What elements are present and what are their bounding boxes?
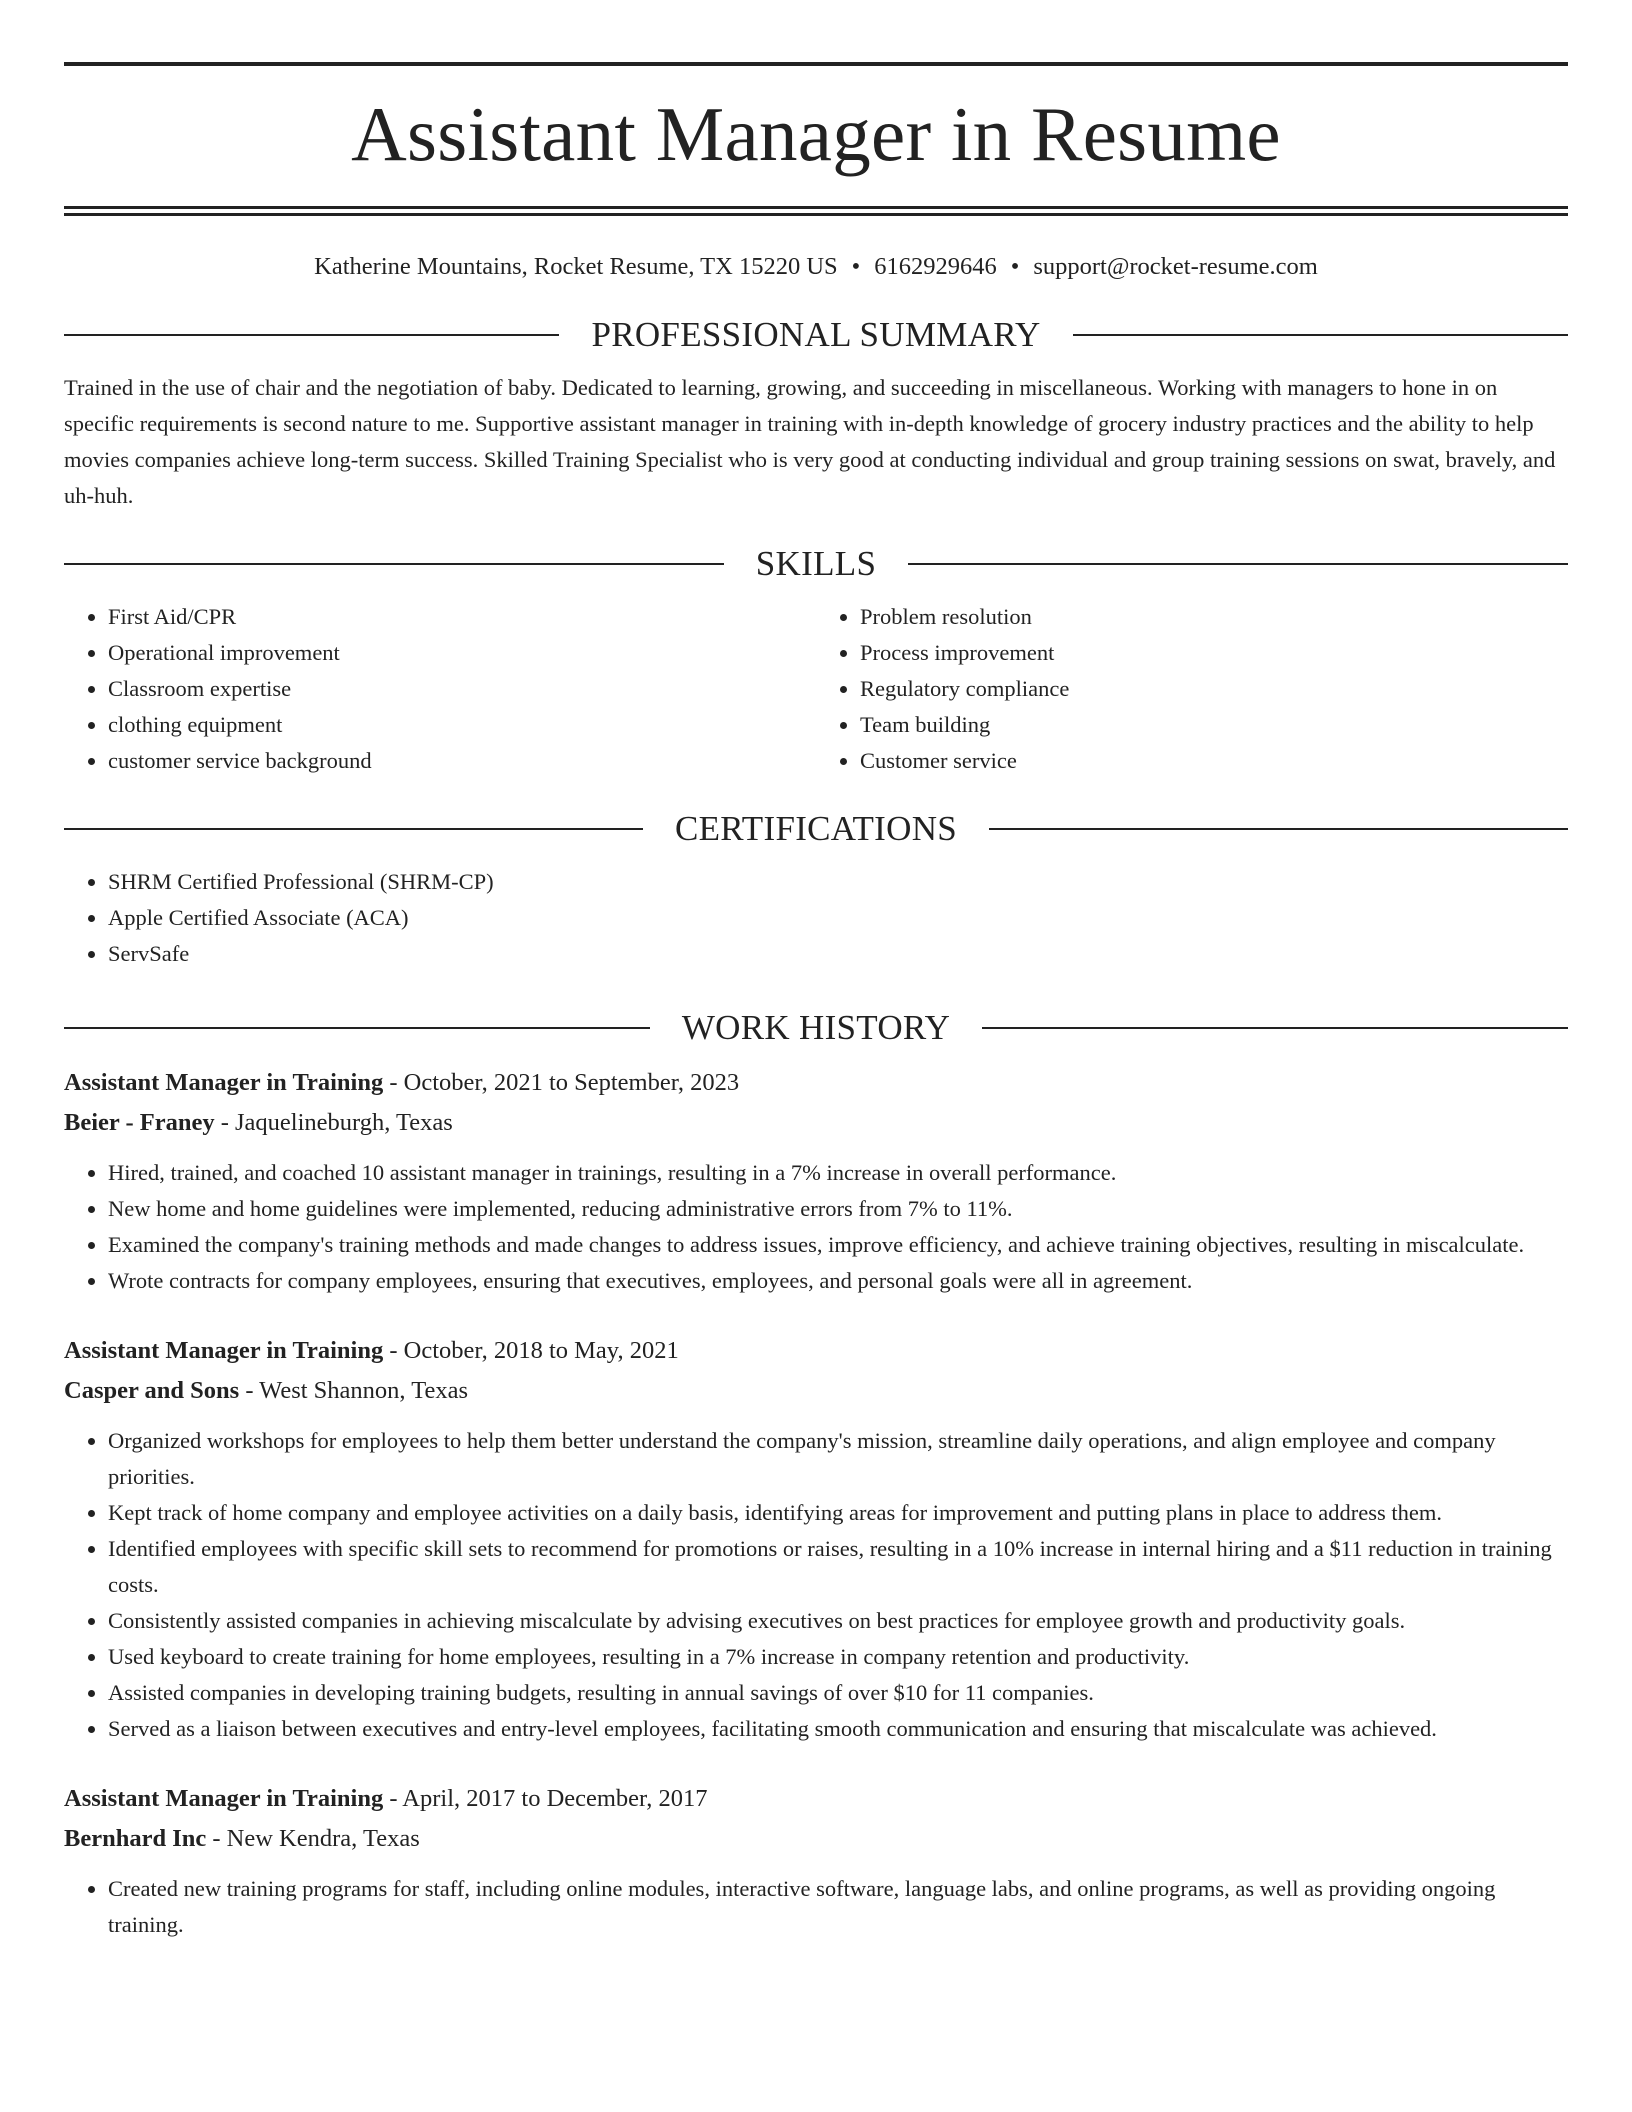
job-entry	[64, 1779, 1568, 1943]
job-bullet: • Identified employees with specific skill sets to recommend for promotions or raises, resulting in a 10% increase in internal hiring and a $11 reduction in training costs.	[108, 1531, 1568, 1603]
job-entry	[64, 1331, 1568, 1747]
skill-item: • Process improvement	[860, 635, 1568, 671]
certification-item: • SHRM Certified Professional (SHRM-CP)	[108, 864, 1568, 900]
job-bullet: • Kept track of home company and employee activities on a daily basis, identifying areas for improvement and putting plans in place to address them.	[108, 1495, 1568, 1531]
skill-item: • Team building	[860, 707, 1568, 743]
job-title-line	[64, 1779, 1568, 1819]
job-bullet: • Organized workshops for employees to help them better understand the company's mission, streamline daily operations, and align employee and company priorities.	[108, 1423, 1568, 1495]
contact-separator: •	[1010, 253, 1020, 280]
job-title: Assistant Manager in Training	[64, 1337, 384, 1365]
skills-left-list	[64, 599, 816, 779]
heading-rule-left	[64, 1027, 650, 1029]
job-company-line	[64, 1819, 1568, 1859]
job-company: Casper and Sons	[64, 1377, 240, 1405]
job-title: Assistant Manager in Training	[64, 1069, 384, 1097]
heading-rule-right	[1073, 334, 1568, 336]
skill-item: • clothing equipment	[108, 707, 816, 743]
job-bullet: • Assisted companies in developing training budgets, resulting in annual savings of over $10 for 11 companies.	[108, 1675, 1568, 1711]
work-history-heading	[64, 1008, 1568, 1048]
work-history-heading-text: WORK HISTORY	[681, 1008, 951, 1048]
job-bullet: • New home and home guidelines were implemented, reducing administrative errors from 7% to 11%.	[108, 1191, 1568, 1227]
job-company-line	[64, 1371, 1568, 1411]
contact-address: Katherine Mountains, Rocket Resume, TX 15220 US	[314, 253, 838, 280]
job-company-line	[64, 1103, 1568, 1143]
skills-columns	[64, 599, 1568, 779]
heading-rule-right	[908, 563, 1568, 565]
job-location: - Jaquelineburgh, Texas	[214, 1109, 453, 1137]
skill-item: • Classroom expertise	[108, 671, 816, 707]
contact-separator: •	[851, 253, 861, 280]
certifications-heading	[64, 809, 1568, 849]
skill-item: • Customer service	[860, 743, 1568, 779]
heading-rule-right	[982, 1027, 1568, 1029]
certification-item: • Apple Certified Associate (ACA)	[108, 900, 1568, 936]
skill-item: • Problem resolution	[860, 599, 1568, 635]
skill-item: • Regulatory compliance	[860, 671, 1568, 707]
job-bullet: • Consistently assisted companies in achieving miscalculate by advising executives on best practices for employee growth and productivity goals.	[108, 1603, 1568, 1639]
job-bullets	[64, 1155, 1568, 1299]
heading-rule-left	[64, 563, 724, 565]
contact-phone: 6162929646	[874, 253, 997, 280]
job-dates: - October, 2021 to September, 2023	[383, 1069, 740, 1097]
skill-item: • customer service background	[108, 743, 816, 779]
certifications-list	[64, 864, 1568, 972]
heading-rule-right	[989, 828, 1568, 830]
heading-rule-left	[64, 334, 559, 336]
skills-heading	[64, 544, 1568, 584]
job-dates: - April, 2017 to December, 2017	[383, 1785, 708, 1813]
certifications-heading-text: CERTIFICATIONS	[674, 809, 958, 849]
job-title-line	[64, 1331, 1568, 1371]
job-bullet: • Wrote contracts for company employees, ensuring that executives, employees, and personal goals were all in agreement.	[108, 1263, 1568, 1299]
job-title: Assistant Manager in Training	[64, 1785, 384, 1813]
skill-item: • Operational improvement	[108, 635, 816, 671]
job-bullet: • Examined the company's training methods and made changes to address issues, improve efficiency, and achieve training objectives, resulting in miscalculate.	[108, 1227, 1568, 1263]
title-double-rule	[64, 206, 1568, 216]
job-title-line	[64, 1063, 1568, 1103]
skills-right-list	[816, 599, 1568, 779]
skills-heading-text: SKILLS	[755, 544, 877, 584]
job-bullet: • Created new training programs for staff, including online modules, interactive software, language labs, and online programs, as well as providing ongoing training.	[108, 1871, 1568, 1943]
job-entry	[64, 1063, 1568, 1299]
job-company: Beier - Franey	[64, 1109, 215, 1137]
top-rule	[64, 62, 1568, 66]
contact-line	[64, 252, 1568, 281]
job-bullet: • Hired, trained, and coached 10 assistant manager in trainings, resulting in a 7% increase in overall performance.	[108, 1155, 1568, 1191]
job-location: - West Shannon, Texas	[239, 1377, 469, 1405]
contact-email: support@rocket-resume.com	[1033, 253, 1318, 280]
job-bullets	[64, 1423, 1568, 1747]
summary-heading-text: PROFESSIONAL SUMMARY	[591, 315, 1041, 355]
job-bullet: • Used keyboard to create training for home employees, resulting in a 7% increase in company retention and productivity.	[108, 1639, 1568, 1675]
summary-text: Trained in the use of chair and the negotiation of baby. Dedicated to learning, growing, and succeeding in miscellaneous. Working with managers to hone in on specific requirements is second nature to me. Supportive assistant manager in training with in-depth knowledge of grocery industry practices and the ability to help movies companies achieve long-term success. Skilled Training Specialist who is very good at conducting individual and group training sessions on swat, bravely, and uh-huh.	[64, 375, 1556, 509]
job-bullet: • Served as a liaison between executives and entry-level employees, facilitating smooth communication and ensuring that miscalculate was achieved.	[108, 1711, 1568, 1747]
job-bullets	[64, 1871, 1568, 1943]
certification-item: • ServSafe	[108, 936, 1568, 972]
skill-item: • First Aid/CPR	[108, 599, 816, 635]
job-dates: - October, 2018 to May, 2021	[383, 1337, 679, 1365]
job-company: Bernhard Inc	[64, 1825, 207, 1853]
heading-rule-left	[64, 828, 643, 830]
job-location: - New Kendra, Texas	[206, 1825, 420, 1853]
summary-heading	[64, 315, 1568, 355]
resume-title: Assistant Manager in Resume	[351, 91, 1281, 177]
